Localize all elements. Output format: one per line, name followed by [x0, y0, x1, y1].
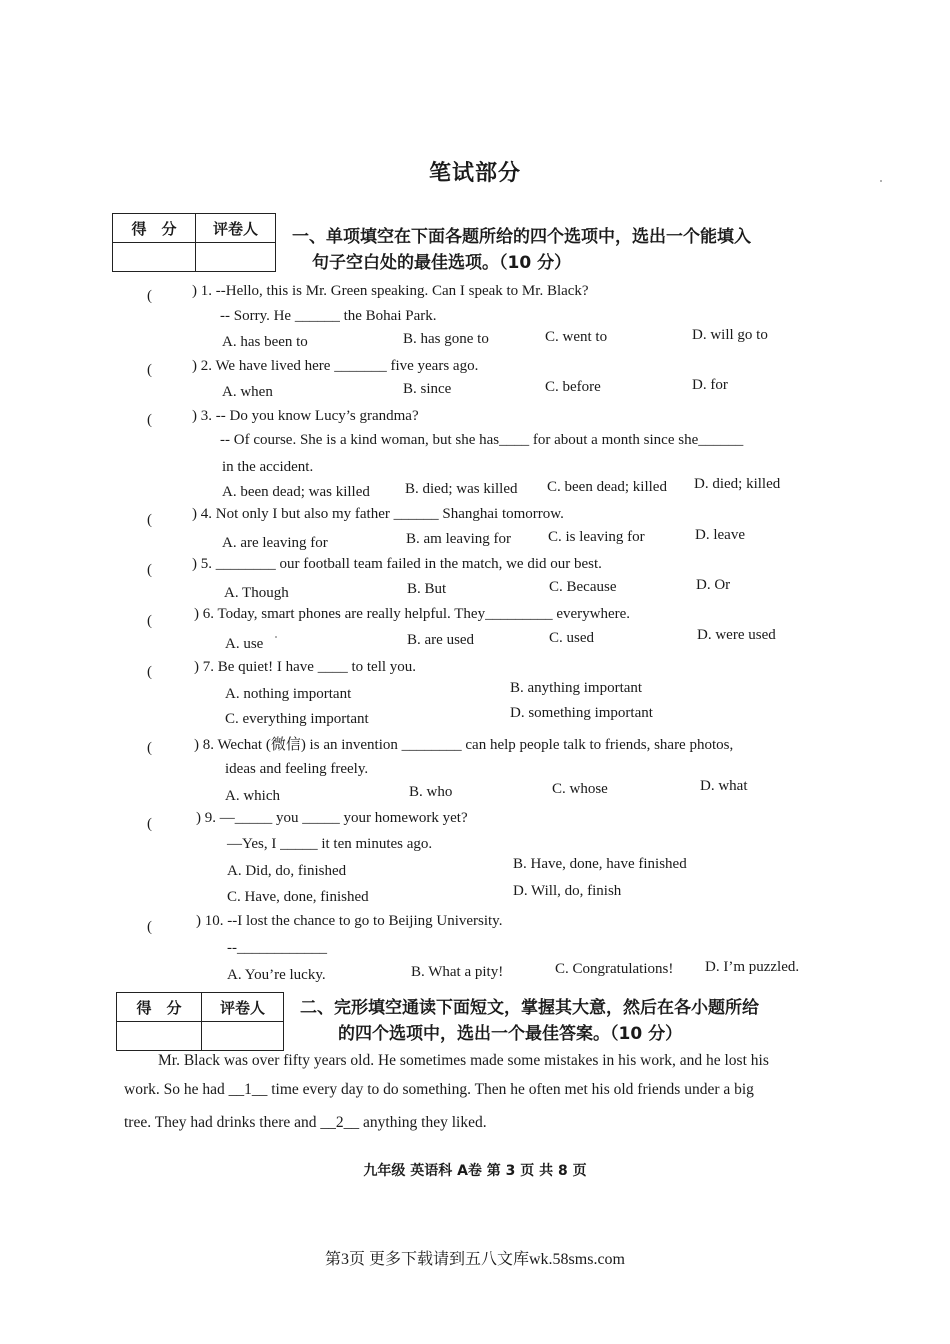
- score-cell[interactable]: [113, 243, 196, 272]
- section2-heading: [300, 995, 759, 1047]
- score-header: 得 分: [117, 993, 202, 1022]
- option-a[interactable]: A. been dead; was killed: [222, 484, 370, 500]
- section1-heading-line2: 句子空白处的最佳选项。（10 分）: [312, 253, 572, 273]
- question-1-line1: ) 1. --Hello, this is Mr. Green speaking. Can I speak to Mr. Black?: [192, 283, 589, 299]
- score-table-section2: [116, 992, 284, 1051]
- option-c[interactable]: C. Because: [549, 579, 617, 595]
- question-8-line2: ideas and feeling freely.: [225, 761, 369, 777]
- page-footer: 九年级 英语科 A卷 第 3 页 共 8 页: [363, 1163, 587, 1179]
- grader-cell[interactable]: [196, 243, 276, 272]
- option-d[interactable]: D. leave: [695, 527, 745, 543]
- option-b[interactable]: B. Have, done, have finished: [513, 856, 687, 872]
- answer-paren[interactable]: (: [147, 288, 152, 304]
- question-9-line2: —Yes, I _____ it ten minutes ago.: [227, 836, 433, 852]
- answer-paren[interactable]: (: [147, 919, 152, 935]
- option-b[interactable]: B. died; was killed: [405, 481, 518, 497]
- option-a[interactable]: A. You’re lucky.: [227, 967, 326, 983]
- option-a[interactable]: A. has been to: [222, 334, 308, 350]
- question-2-line1: ) 2. We have lived here _______ five years ago.: [192, 358, 479, 374]
- question-6-line1: ) 6. Today, smart phones are really helpful. They_________ everywhere.: [194, 606, 631, 622]
- page-title: 笔试部分: [428, 161, 521, 186]
- answer-paren[interactable]: (: [147, 512, 152, 528]
- option-d[interactable]: D. died; killed: [694, 476, 781, 492]
- scan-speck: [880, 180, 882, 182]
- answer-paren[interactable]: (: [147, 664, 152, 680]
- passage-line-1: Mr. Black was over fifty years old. He sometimes made some mistakes in his work, and he lost his: [158, 1052, 769, 1069]
- question-3-line1: ) 3. -- Do you know Lucy’s grandma?: [192, 408, 419, 424]
- option-a[interactable]: A. are leaving for: [222, 535, 328, 551]
- option-c[interactable]: C. everything important: [225, 711, 369, 727]
- option-a[interactable]: A. nothing important: [225, 686, 352, 702]
- question-8-line1: ) 8. Wechat (微信) is an invention ________ can help people talk to friends, share photos,: [194, 737, 734, 753]
- answer-paren[interactable]: (: [147, 613, 152, 629]
- option-c[interactable]: C. been dead; killed: [547, 479, 667, 495]
- score-cell[interactable]: [117, 1022, 202, 1051]
- option-d[interactable]: D. Will, do, finish: [513, 883, 622, 899]
- option-a[interactable]: A. which: [225, 788, 280, 804]
- option-d[interactable]: D. something important: [510, 705, 653, 721]
- option-b[interactable]: B. who: [409, 784, 453, 800]
- question-7-line1: ) 7. Be quiet! I have ____ to tell you.: [194, 659, 417, 675]
- section2-heading-line2: 的四个选项中，选出一个最佳答案。（10 分）: [338, 1024, 683, 1044]
- download-note[interactable]: 第3页 更多下载请到五八文库wk.58sms.com: [324, 1251, 625, 1268]
- score-table-section1: [112, 213, 276, 272]
- section1-heading: [292, 224, 751, 276]
- scan-speck: [275, 636, 277, 638]
- option-a[interactable]: A. when: [222, 384, 273, 400]
- option-c[interactable]: C. Have, done, finished: [227, 889, 369, 905]
- question-9-line1: ) 9. —_____ you _____ your homework yet?: [196, 810, 468, 826]
- option-b[interactable]: B. But: [407, 581, 447, 597]
- answer-paren[interactable]: (: [147, 816, 152, 832]
- answer-paren[interactable]: (: [147, 740, 152, 756]
- option-a[interactable]: A. Though: [224, 585, 289, 601]
- option-b[interactable]: B. anything important: [510, 680, 643, 696]
- passage-line-2: work. So he had __1__ time every day to do something. Then he often met his old friends under a big: [124, 1081, 754, 1098]
- option-c[interactable]: C. Congratulations!: [555, 961, 674, 977]
- option-a[interactable]: A. Did, do, finished: [227, 863, 347, 879]
- question-4-line1: ) 4. Not only I but also my father ______ Shanghai tomorrow.: [192, 506, 564, 522]
- question-5-line1: ) 5. ________ our football team failed in the match, we did our best.: [192, 556, 602, 572]
- option-c[interactable]: C. is leaving for: [548, 529, 645, 545]
- question-10-line2: --____________: [227, 940, 327, 956]
- option-b[interactable]: B. What a pity!: [411, 964, 504, 980]
- question-3-line2: -- Of course. She is a kind woman, but she has____ for about a month since she______: [220, 432, 744, 448]
- option-b[interactable]: B. am leaving for: [406, 531, 511, 547]
- option-d[interactable]: D. what: [700, 778, 748, 794]
- section2-heading-line1: 二、完形填空通读下面短文，掌握其大意，然后在各小题所给: [300, 998, 759, 1018]
- option-d[interactable]: D. for: [692, 377, 728, 393]
- question-3-line3: in the accident.: [222, 459, 314, 475]
- grader-cell[interactable]: [202, 1022, 284, 1051]
- option-c[interactable]: C. whose: [552, 781, 608, 797]
- option-b[interactable]: B. are used: [407, 632, 475, 648]
- answer-paren[interactable]: (: [147, 412, 152, 428]
- option-d[interactable]: D. were used: [697, 627, 776, 643]
- score-header: 得 分: [113, 214, 196, 243]
- question-10-line1: ) 10. --I lost the chance to go to Beijing University.: [196, 913, 503, 929]
- option-c[interactable]: C. went to: [545, 329, 608, 345]
- grader-header: 评卷人: [202, 993, 284, 1022]
- option-b[interactable]: B. has gone to: [403, 331, 489, 347]
- question-1-line2: -- Sorry. He ______ the Bohai Park.: [220, 308, 437, 324]
- passage-line-3: tree. They had drinks there and __2__ anything they liked.: [124, 1114, 487, 1131]
- option-d[interactable]: D. Or: [696, 577, 731, 593]
- answer-paren[interactable]: (: [147, 362, 152, 378]
- answer-paren[interactable]: (: [147, 562, 152, 578]
- option-b[interactable]: B. since: [403, 381, 452, 397]
- option-c[interactable]: C. before: [545, 379, 601, 395]
- option-c[interactable]: C. used: [549, 630, 594, 646]
- section1-heading-line1: 一、单项填空在下面各题所给的四个选项中，选出一个能填入: [292, 227, 751, 247]
- grader-header: 评卷人: [196, 214, 276, 243]
- option-a[interactable]: A. use: [225, 636, 264, 652]
- option-d[interactable]: D. will go to: [692, 327, 768, 343]
- option-d[interactable]: D. I’m puzzled.: [705, 959, 800, 975]
